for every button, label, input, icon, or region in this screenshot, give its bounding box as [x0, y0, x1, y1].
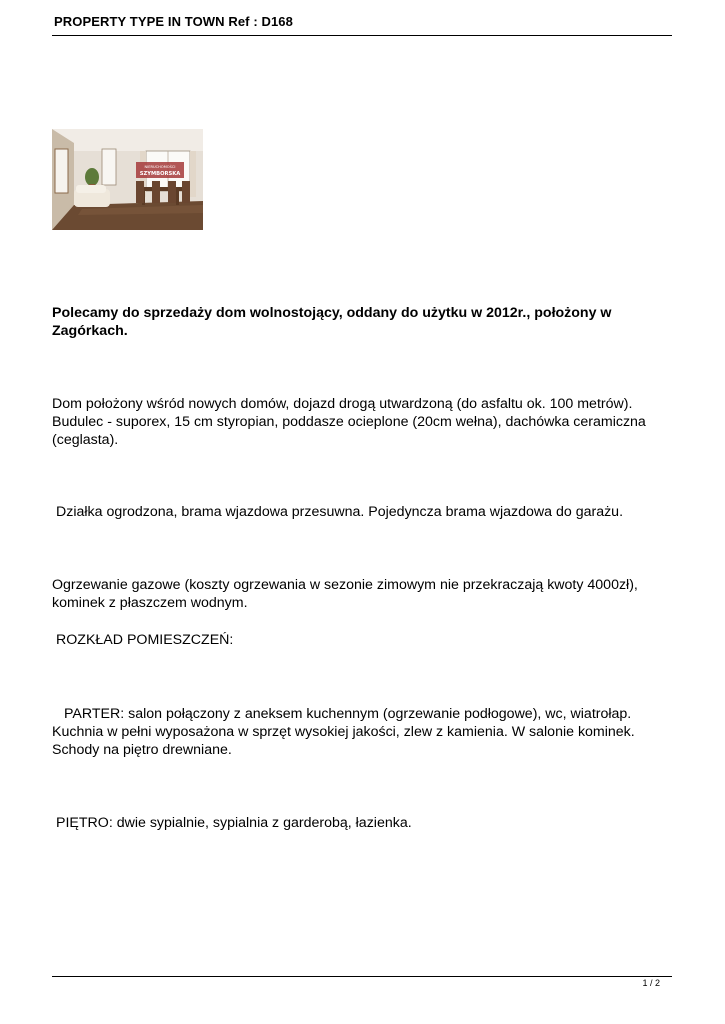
- paragraph-building: Dom położony wśród nowych domów, dojazd drogą utwardzoną (do asfaltu ok. 100 metrów). Budulec - suporex, 15 cm styropian, poddasze ocieplone (20cm wełna), dachówka ceramiczna (ceglasta).: [52, 396, 646, 448]
- paragraph-first-floor: PIĘTRO: dwie sypialnie, sypialnia z garderobą, łazienka.: [56, 815, 412, 831]
- property-photo: [52, 129, 203, 230]
- interior-photo-image: [52, 129, 203, 230]
- watermark-line1: NIERUCHOMOŚCI: [144, 165, 176, 169]
- page-header-title: PROPERTY TYPE IN TOWN Ref : D168: [54, 14, 293, 29]
- header-divider: [52, 35, 672, 36]
- footer-divider: [52, 976, 672, 977]
- rooms-heading: ROZKŁAD POMIESZCZEŃ:: [56, 632, 234, 648]
- paragraph-heating: Ogrzewanie gazowe (koszty ogrzewania w sezonie zimowym nie przekraczają kwoty 4000zł), kominek z płaszczem wodnym.: [52, 577, 638, 611]
- paragraph-plot: Działka ogrodzona, brama wjazdowa przesuwna. Pojedyncza brama wjazdowa do garażu.: [56, 504, 624, 520]
- paragraph-ground-floor: PARTER: salon połączony z aneksem kuchennym (ogrzewanie podłogowe), wc, wiatrołap. Kuchnia w pełni wyposażona w sprzęt wysokiej jakości, zlew z kamienia. W salonie kominek. Schody na piętro drewniane.: [52, 706, 635, 758]
- lead-paragraph: Polecamy do sprzedaży dom wolnostojący, oddany do użytku w 2012r., położony w Zagórkach.: [52, 305, 612, 339]
- watermark-line2: SZYMBORSKA: [139, 171, 181, 177]
- page-number: 1 / 2: [642, 978, 660, 988]
